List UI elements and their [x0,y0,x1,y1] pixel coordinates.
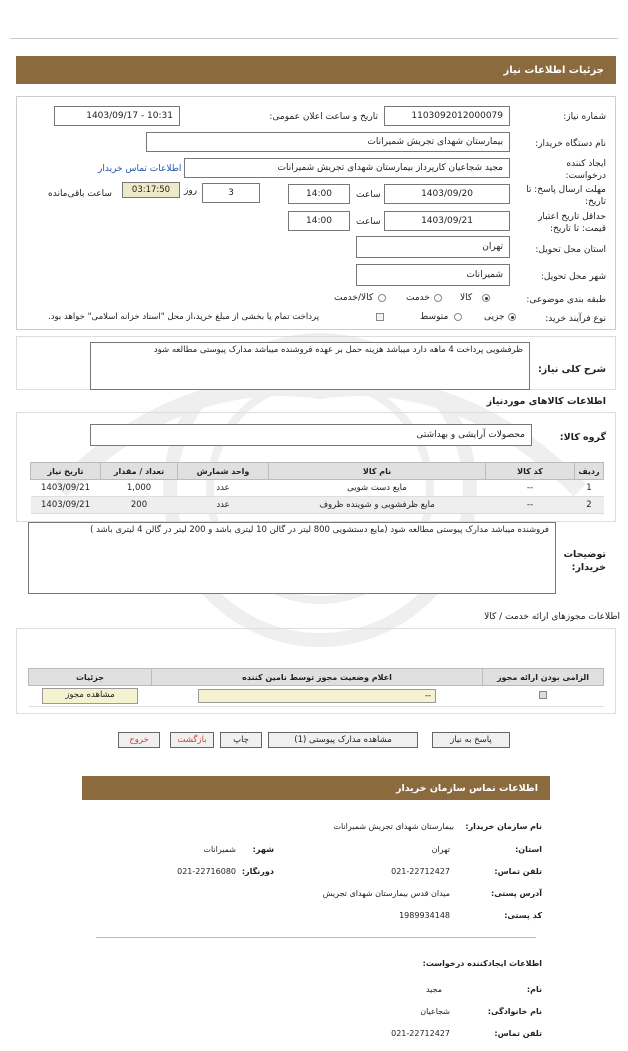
contact-org-label: نام سازمان خریدار: [465,822,542,831]
permits-table [28,668,604,707]
days-field[interactable]: 3 [202,183,260,203]
cell-date: 1403/09/21 [31,497,101,514]
process-medium-label: متوسط [420,312,449,322]
category-service-label: خدمت [406,293,430,303]
col-qty: تعداد / مقدار [101,463,178,480]
page-header [16,56,616,84]
buyer-notes-label: توضیحات خریدار: [563,549,606,573]
province-label: استان محل تحویل: [535,245,606,255]
category-label: طبقه بندی موضوعی: [526,295,606,305]
announce-field[interactable]: 1403/09/17 - 10:31 [54,106,180,126]
category-goods-label: کالا [460,293,473,303]
reply-button[interactable]: پاسخ به نیاز [432,732,510,748]
table-row[interactable] [29,686,604,707]
contact-phone-label: تلفن تماس: [494,867,542,876]
province-field[interactable]: تهران [356,236,510,258]
creator-phone-value: 021-22712427 [391,1029,450,1038]
permit-col-details: جزئیات [29,669,152,686]
price-hour-label: ساعت [356,217,381,227]
cell-unit: عدد [178,497,269,514]
creator-family-label: نام خانوادگی: [487,1007,542,1016]
city-label: شهر محل تحویل: [540,272,606,282]
cell-code: -- [486,480,575,497]
creator-phone-label: تلفن تماس: [494,1029,542,1038]
creator-label: ایجاد کننده درخواست: [565,159,606,181]
col-index: ردیف [575,463,604,480]
price-validity-label: حداقل تاریخ اعتبار قیمت: تا تاریخ: [538,212,606,234]
category-both-label: کالا/خدمت [334,293,374,303]
reply-date-field[interactable]: 1403/09/20 [384,184,510,204]
reply-time-field[interactable]: 14:00 [288,184,350,204]
cell-name: مایع دست شویی [269,480,486,497]
creator-field[interactable]: مجید شجاعیان کارپرداز بیمارستان شهدای تجریش شمیرانات [184,158,510,178]
price-time-field[interactable]: 14:00 [288,211,350,231]
table-row[interactable] [31,480,604,497]
contact-address-value: میدان قدس بیمارستان شهدای تجریش [322,889,450,898]
goods-group-field[interactable]: محصولات آرایشی و بهداشتی [90,424,532,446]
process-minor-radio[interactable] [508,313,516,321]
contact-city-value: شمیرانات [203,845,236,854]
view-permit-button[interactable]: مشاهده مجوز [42,688,138,704]
announce-label: تاریخ و ساعت اعلان عمومی: [269,112,378,122]
contact-fax-value: 021-22716080 [177,867,236,876]
process-label: نوع فرآیند خرید: [545,314,606,324]
contact-section-title: اطلاعات تماس سازمان خریدار [395,782,538,794]
col-date: تاریخ نیاز [31,463,101,480]
process-medium-radio[interactable] [454,313,462,321]
contact-header [82,776,550,800]
reply-deadline-label: مهلت ارسال پاسخ: تا تاریخ: [526,185,606,207]
buyer-org-field[interactable]: بیمارستان شهدای تجریش شمیرانات [146,132,510,152]
remaining-label: ساعت باقی‌مانده [48,189,112,199]
cell-unit: عدد [178,480,269,497]
cell-qty: 200 [101,497,178,514]
permit-status-field[interactable]: -- [198,689,436,703]
city-field[interactable]: شمیرانات [356,264,510,286]
payment-note: پرداخت تمام یا بخشی از مبلغ خرید،از محل "اسناد خزانه اسلامی" خواهد بود. [48,312,320,322]
contact-address-label: آدرس پستی: [491,889,542,898]
cell-qty: 1,000 [101,480,178,497]
category-service-radio[interactable] [434,294,442,302]
category-goods-radio[interactable] [482,294,490,302]
attachments-button[interactable]: مشاهده مدارک پیوستی (1) [268,732,418,748]
cell-index: 2 [575,497,604,514]
cell-name: مایع ظرفشویی و شوینده ظروف [269,497,486,514]
contact-phone-value: 021-22712427 [391,867,450,876]
exit-button[interactable]: خروج [118,732,160,748]
page-title: جزئیات اطلاعات نیاز [503,64,604,76]
need-number-field[interactable]: 1103092012000079 [384,106,510,126]
permits-title: اطلاعات مجوزهای ارائه خدمت / کالا [484,612,620,622]
creator-name-label: نام: [526,985,542,994]
cell-index: 1 [575,480,604,497]
contact-province-value: تهران [431,845,450,854]
table-row[interactable] [31,497,604,514]
permit-col-status: اعلام وضعیت مجوز توسط نامین کننده [152,669,483,686]
goods-table [30,462,604,514]
permit-col-required: الزامی بودن ارائه مجوز [483,669,604,686]
col-name: نام کالا [269,463,486,480]
creator-name-value: مجید [425,985,442,994]
contact-link[interactable]: اطلاعات تماس خریدار [98,164,182,174]
creator-info-title: اطلاعات ایجادکننده درخواست: [422,959,542,968]
print-button[interactable]: چاپ [220,732,262,748]
price-date-field[interactable]: 1403/09/21 [384,211,510,231]
cell-date: 1403/09/21 [31,480,101,497]
creator-family-value: شجاعیان [420,1007,450,1016]
col-code: کد کالا [486,463,575,480]
back-button[interactable]: بازگشت [170,732,214,748]
summary-text[interactable]: ظرفشویی پرداخت 4 ماهه دارد میباشد هزینه حمل بر عهده فروشنده میباشد مدارک پیوستی مطالعه شود [90,342,530,390]
goods-group-label: گروه کالا: [559,432,606,443]
permit-required-checkbox[interactable] [539,691,547,699]
goods-section-title: اطلاعات کالاهای موردنیاز [486,396,606,407]
process-minor-label: جزیی [484,312,505,322]
contact-postal-label: کد پستی: [504,911,542,920]
category-both-radio[interactable] [378,294,386,302]
need-number-label: شماره نیاز: [563,112,606,122]
buyer-org-label: نام دستگاه خریدار: [535,139,606,149]
reply-hour-label: ساعت [356,190,381,200]
cell-code: -- [486,497,575,514]
top-divider [10,38,618,39]
contact-postal-value: 1989934148 [399,911,450,920]
remaining-field: 03:17:50 [122,182,180,198]
contact-fax-label: دورنگار: [241,867,274,876]
buyer-notes-text[interactable]: فروشنده میباشد مدارک پیوستی مطالعه شود (مایع دستشویی 800 لیتر در گالن 10 لیتری باشد و 200 لیتر در گالن 4 لیتری باشد ) [28,522,556,594]
summary-label: شرح کلی نیاز: [537,364,606,375]
contact-divider [96,937,536,938]
contact-city-label: شهر: [252,845,274,854]
contact-province-label: استان: [515,845,542,854]
treasury-payment-checkbox[interactable] [376,313,384,321]
contact-org-value: بیمارستان شهدای تجریش شمیرانات [333,822,454,831]
days-label: روز [184,186,198,196]
col-unit: واحد شمارش [178,463,269,480]
